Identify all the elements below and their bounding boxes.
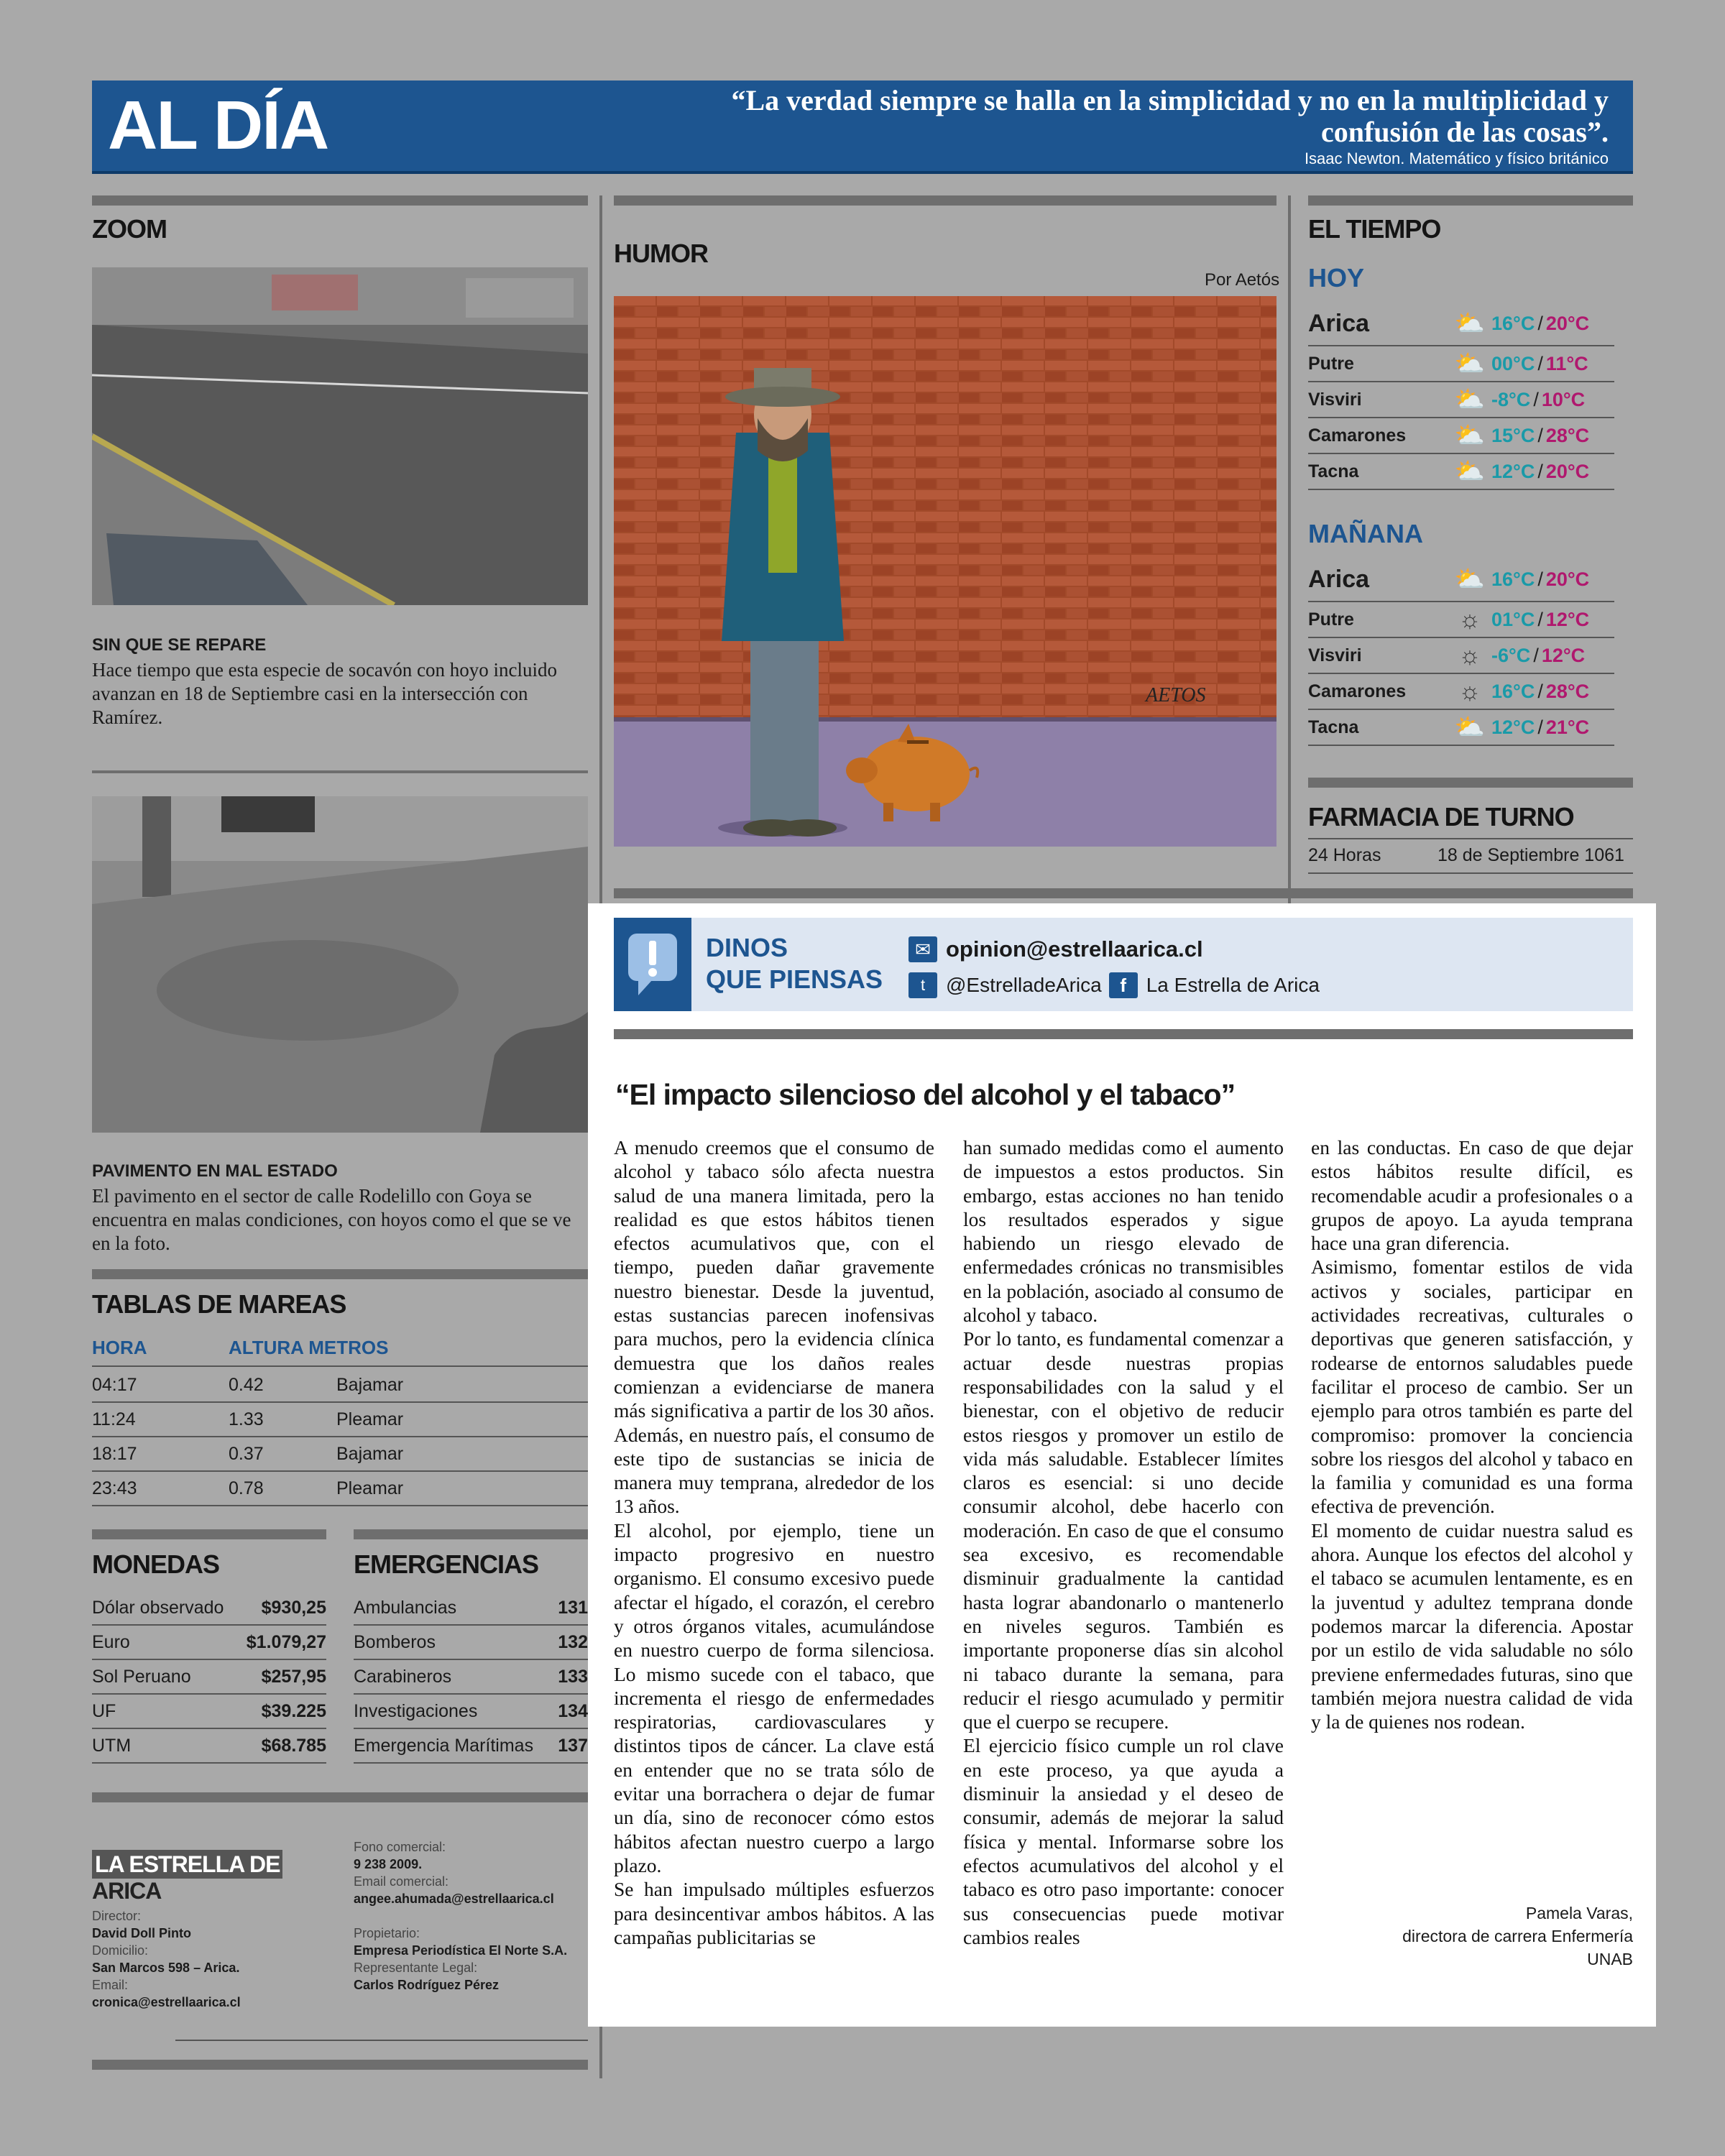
tide-time: 11:24 xyxy=(92,1409,136,1429)
mail-icon: ✉ xyxy=(908,936,937,962)
emergency-name: Investigaciones xyxy=(354,1700,478,1721)
emergency-number: 132 xyxy=(558,1631,588,1652)
temp-max: 28°C xyxy=(1545,424,1590,446)
temp-max: 20°C xyxy=(1545,568,1590,590)
table-row xyxy=(92,1591,326,1626)
sun-icon: ☼ xyxy=(1458,605,1481,633)
tide-type: Pleamar xyxy=(336,1478,404,1498)
paragraph: El alcohol, por ejemplo, tiene un impacto progresivo en nuestro organismo. El consumo excesivo puede afectar el hígado, el corazón, el cerebro y otros órganos vitales, acumulándose en nuestro cuerpo de forma silenciosa. Lo mismo sucede con el tabaco, que incrementa el riesgo de enfermedades respiratorias, cardiovasculares y distintos tipos de cáncer. La clave está en entender que no se trata sólo de evitar una borrachera o dejar de fumar un día, sino de reconocer cómo estos hábitos afectan nuestro cuerpo a largo plazo. xyxy=(614,1519,934,1876)
logo-text-b: ARICA xyxy=(92,1878,162,1904)
tide-type: Pleamar xyxy=(336,1409,404,1429)
partly-cloudy-icon: ⛅ xyxy=(1454,714,1486,741)
twitter-icon: t xyxy=(908,972,937,998)
weather-row: Putre ☼ 01°C / 12°C xyxy=(1308,602,1614,638)
divider xyxy=(1308,872,1633,874)
partly-cloudy-icon: ⛅ xyxy=(1454,566,1486,593)
temp-max: 12°C xyxy=(1545,608,1590,630)
paragraph: El momento de cuidar nuestra salud es ahora. Aunque los efectos del alcohol y el tabaco se acumulen lentamente, es en la juventud y adultez temprana donde podemos marcar la diferencia. Apostar por un estilo de vida saludable no sólo previene enfermedades futuras, sino que también mejora nuestra calidad de vida y la de quienes nos rodean. xyxy=(1311,1519,1633,1733)
table-row xyxy=(354,1660,588,1695)
header-quote: “La verdad siempre se halla en la simplicidad y no en la multiplicidad y confusión de las cosas”. xyxy=(731,84,1609,148)
weather-tomorrow-table xyxy=(1308,558,1614,746)
paragraph: Asimismo, fomentar estilos de vida activos y sociales, participar en actividades recreativas, culturales o deportivas que generen satisfacción, y rodearse de entornos saludables puede facilitar el proceso de cambio. Ser un ejemplo para otros también es parte del compromiso: promover la conciencia sobre los riesgos del alcohol y tabaco en la familia y comunidad es una forma efectiva de prevención. xyxy=(1311,1256,1633,1518)
masthead-left xyxy=(92,1907,336,2011)
partly-cloudy-icon: ⛅ xyxy=(1454,310,1486,337)
sun-icon: ☼ xyxy=(1458,641,1481,669)
partly-cloudy-icon: ⛅ xyxy=(1454,458,1486,485)
commercial-email: angee.ahumada@estrellaarica.cl xyxy=(354,1892,554,1906)
column-divider xyxy=(1288,195,1291,907)
divider xyxy=(175,2040,588,2041)
street-photo-illustration xyxy=(92,267,588,605)
city-name: Visviri xyxy=(1308,645,1362,665)
weather-row: Arica ⛅ 16°C / 20°C xyxy=(1308,302,1614,346)
tides-table xyxy=(92,1368,588,1506)
sun-icon: ☼ xyxy=(1458,677,1481,705)
divider xyxy=(92,770,588,773)
farmacia-hours: 24 Horas xyxy=(1308,845,1381,865)
tides-title: TABLAS DE MAREAS xyxy=(92,1289,346,1319)
masthead-right xyxy=(354,1838,588,1994)
zoom-caption-title: PAVIMENTO EN MAL ESTADO xyxy=(92,1161,338,1181)
label: Fono comercial: xyxy=(354,1840,446,1854)
contact-social xyxy=(908,972,1320,998)
newspaper-logo xyxy=(92,1851,328,1904)
label: Representante Legal: xyxy=(354,1961,478,1975)
director-name: David Doll Pinto xyxy=(92,1926,192,1940)
tide-height: 0.78 xyxy=(229,1478,264,1498)
weather-row: Tacna ⛅ 12°C / 21°C xyxy=(1308,710,1614,746)
section-rule xyxy=(92,1792,588,1802)
label: Director: xyxy=(92,1909,142,1923)
contact-heading xyxy=(706,932,883,995)
monedas-title: MONEDAS xyxy=(92,1549,220,1579)
table-row xyxy=(92,1437,588,1472)
paragraph: El ejercicio físico cumple un rol clave en este proceso, ya que ayuda a disminuir la ansiedad y el deseo de consumir, además de mejorar la salud física y mental. Informarse sobre los efectos acumulativos del alcohol y el tabaco es otro paso importante: conocer sus consecuencias puede motivar cambios reales xyxy=(963,1734,1284,1948)
table-row xyxy=(92,1472,588,1506)
zoom-caption-title: SIN QUE SE REPARE xyxy=(92,635,267,655)
tide-height: 0.42 xyxy=(229,1374,264,1395)
table-row xyxy=(92,1660,326,1695)
temp-min: 16°C xyxy=(1491,680,1535,702)
weather-row: Visviri ⛅ -8°C / 10°C xyxy=(1308,382,1614,418)
table-row xyxy=(354,1729,588,1764)
weather-row: Tacna ⛅ 12°C / 20°C xyxy=(1308,454,1614,490)
partly-cloudy-icon: ⛅ xyxy=(1454,386,1486,413)
phone-number: 9 238 2009. xyxy=(354,1857,423,1871)
table-row xyxy=(354,1591,588,1626)
currency-value: $1.079,27 xyxy=(246,1631,326,1652)
divider xyxy=(1308,838,1633,839)
author-name: Pamela Varas, xyxy=(1525,1904,1633,1922)
tide-height: 0.37 xyxy=(229,1443,264,1464)
author-organization: UNAB xyxy=(1587,1950,1633,1968)
divider xyxy=(92,1365,588,1367)
currency-name: UTM xyxy=(92,1735,132,1756)
city-name: Arica xyxy=(1308,309,1370,337)
zoom-photo-pavement xyxy=(92,796,588,1133)
logo-text-a: LA ESTRELLA DE xyxy=(92,1850,282,1879)
weather-tomorrow-label: MAÑANA xyxy=(1308,519,1423,548)
email-address: cronica@estrellaarica.cl xyxy=(92,1995,241,2009)
contact-email[interactable] xyxy=(908,936,1203,962)
city-name: Tacna xyxy=(1308,717,1359,737)
address: San Marcos 598 – Arica. xyxy=(92,1961,240,1975)
paragraph: Por lo tanto, es fundamental comenzar a actuar desde nuestras propias responsabilidades con la salud y el bienestar, con el objetivo de reducir estos riesgos y promover un estilo de vida más saludable. Establecer límites claros es esencial: si uno decide consumir alcohol, debe hacerlo con moderación. En caso de que el consumo sea excesivo, es recomendable disminuir gradualmente la cantidad hasta lograr abandonarlo o mantenerlo en niveles seguros. También es importante proponerse días sin alcohol ni tabaco durante la semana, para reducir el riesgo acumulado y permitir que el cuerpo se recupere. xyxy=(963,1327,1284,1733)
tides-col-hora: HORA xyxy=(92,1337,147,1358)
temp-max: 20°C xyxy=(1545,460,1590,482)
farmacia-title: FARMACIA DE TURNO xyxy=(1308,802,1574,831)
section-title: AL DÍA xyxy=(108,87,328,164)
currency-value: $39.225 xyxy=(261,1700,326,1721)
temp-min: 01°C xyxy=(1491,608,1535,630)
paragraph: en las conductas. En caso de que dejar estos hábitos resulte difícil, es recomendable acudir a profesionales o a grupos de apoyo. La ayuda temprana hace una gran diferencia. xyxy=(1311,1136,1633,1255)
table-row xyxy=(92,1626,326,1660)
table-row xyxy=(92,1695,326,1729)
pavement-photo-illustration xyxy=(92,796,588,1133)
emergency-name: Ambulancias xyxy=(354,1597,457,1618)
temp-min: 00°C xyxy=(1491,352,1535,374)
section-rule xyxy=(92,195,588,206)
weather-row: Visviri ☼ -6°C / 12°C xyxy=(1308,638,1614,674)
humor-byline: Por Aetós xyxy=(1205,270,1280,290)
table-row xyxy=(92,1403,588,1437)
temp-min: 15°C xyxy=(1491,424,1535,446)
emergency-number: 133 xyxy=(558,1666,588,1687)
author-role: directora de carrera Enfermería xyxy=(1402,1927,1633,1945)
currency-value: $257,95 xyxy=(261,1666,326,1687)
tide-type: Bajamar xyxy=(336,1374,404,1395)
opinion-author xyxy=(1402,1902,1633,1971)
tides-col-altura: ALTURA METROS xyxy=(229,1337,389,1358)
city-name: Camarones xyxy=(1308,681,1407,701)
temp-min: 16°C xyxy=(1491,312,1535,334)
section-rule xyxy=(1308,778,1633,788)
tide-time: 23:43 xyxy=(92,1478,137,1498)
zoom-photo-street xyxy=(92,267,588,605)
zoom-title: ZOOM xyxy=(92,214,167,244)
city-name: Visviri xyxy=(1308,389,1362,410)
paragraph: A menudo creemos que el consumo de alcohol y tabaco sólo afecta nuestra salud de una manera limitada, pero la realidad es que estos hábitos tienen efectos acumulativos que, con el tiempo, pueden dañar gravemente nuestro bienestar. Desde la juventud, estas sustancias parecen inofensivas para muchos, pero la evidencia clínica demuestra que los daños reales comienzan a evidenciarse de manera más significativa a partir de los 30 años. Además, en nuestro país, el consumo de este tipo de sustancias se inicia de manera muy temprana, alrededor de los 13 años. xyxy=(614,1136,934,1518)
weather-row: Camarones ⛅ 15°C / 28°C xyxy=(1308,418,1614,454)
speech-bubble-icon xyxy=(614,918,691,1011)
contact-heading-line1: DINOS xyxy=(706,933,788,962)
emergency-name: Carabineros xyxy=(354,1666,452,1687)
label: Email comercial: xyxy=(354,1874,449,1889)
temp-max: 28°C xyxy=(1545,680,1590,702)
opinion-column-2 xyxy=(963,1135,1284,1949)
humor-cartoon xyxy=(614,296,1276,847)
emergency-number: 131 xyxy=(558,1597,588,1618)
weather-title: EL TIEMPO xyxy=(1308,214,1441,244)
exclamation-bubble-icon xyxy=(614,918,691,1011)
farmacia-address: 18 de Septiembre 1061 xyxy=(1438,845,1624,865)
city-name: Tacna xyxy=(1308,461,1359,482)
section-rule xyxy=(92,2060,588,2070)
opinion-column-1 xyxy=(614,1135,934,1949)
contact-heading-line2: QUE PIENSAS xyxy=(706,964,883,994)
owner-name: Empresa Periodística El Norte S.A. xyxy=(354,1943,568,1958)
humor-title: HUMOR xyxy=(614,239,708,268)
city-name: Putre xyxy=(1308,353,1354,374)
label: Domicilio: xyxy=(92,1943,149,1958)
label: Email: xyxy=(92,1978,129,1992)
paragraph: han sumado medidas como el aumento de impuestos a estos productos. Sin embargo, estas acciones no han tenido los resultados esperados y sigue habiendo un riesgo elevado de enfermedades crónicas no transmisibles en la población, asociado al consumo de alcohol y tabaco. xyxy=(963,1136,1284,1327)
twitter-handle[interactable]: @EstrelladeArica xyxy=(946,974,1102,996)
legal-rep-name: Carlos Rodríguez Pérez xyxy=(354,1978,500,1992)
contact-email-text: opinion@estrellaarica.cl xyxy=(946,936,1203,962)
section-rule xyxy=(354,1529,588,1539)
section-rule xyxy=(614,888,1633,898)
city-name: Putre xyxy=(1308,609,1354,630)
emergency-number: 137 xyxy=(558,1735,588,1756)
emergency-name: Bomberos xyxy=(354,1631,436,1652)
tide-time: 04:17 xyxy=(92,1374,137,1395)
emergencias-title: EMERGENCIAS xyxy=(354,1549,539,1579)
temp-min: 12°C xyxy=(1491,716,1535,738)
temp-max: 21°C xyxy=(1545,716,1590,738)
currency-name: Dólar observado xyxy=(92,1597,224,1618)
partly-cloudy-icon: ⛅ xyxy=(1454,422,1486,449)
opinion-title: “El impacto silencioso del alcohol y el tabaco” xyxy=(615,1078,1236,1111)
paragraph: Se han impulsado múltiples esfuerzos para desincentivar ambos hábitos. A las campañas publicitarias se xyxy=(614,1878,934,1948)
temp-max: 12°C xyxy=(1541,644,1586,666)
temp-max: 10°C xyxy=(1541,388,1586,410)
table-row xyxy=(354,1626,588,1660)
facebook-page[interactable]: La Estrella de Arica xyxy=(1146,974,1320,996)
temp-min: -8°C xyxy=(1491,388,1531,410)
currency-name: UF xyxy=(92,1700,116,1721)
facebook-icon: f xyxy=(1109,972,1138,998)
weather-row: Putre ⛅ 00°C / 11°C xyxy=(1308,346,1614,382)
contact-box xyxy=(614,918,1633,1011)
emergency-name: Emergencia Marítimas xyxy=(354,1735,534,1756)
section-rule xyxy=(92,1269,588,1279)
cartoon-signature: AETOS xyxy=(1146,684,1206,706)
city-name: Arica xyxy=(1308,565,1370,593)
currency-name: Euro xyxy=(92,1631,130,1652)
temp-max: 11°C xyxy=(1545,352,1588,374)
temp-max: 20°C xyxy=(1545,312,1590,334)
currency-value: $930,25 xyxy=(261,1597,326,1618)
table-row xyxy=(92,1368,588,1403)
header-quote-author: Isaac Newton. Matemático y físico británico xyxy=(1304,149,1609,167)
city-name: Camarones xyxy=(1308,425,1407,446)
weather-row: Arica ⛅ 16°C / 20°C xyxy=(1308,558,1614,602)
temp-min: 12°C xyxy=(1491,460,1535,482)
currency-name: Sol Peruano xyxy=(92,1666,191,1687)
partly-cloudy-icon: ⛅ xyxy=(1454,350,1486,377)
weather-row: Camarones ☼ 16°C / 28°C xyxy=(1308,674,1614,710)
emergency-number: 134 xyxy=(558,1700,588,1721)
currency-value: $68.785 xyxy=(261,1735,326,1756)
temp-min: 16°C xyxy=(1491,568,1535,590)
table-row xyxy=(92,1729,326,1764)
label: Propietario: xyxy=(354,1926,420,1940)
weather-today-label: HOY xyxy=(1308,263,1365,292)
section-header xyxy=(92,80,1633,174)
zoom-caption-text: El pavimento en el sector de calle Rodelillo con Goya se encuentra en malas condiciones, con hoyos como el que se ve en la foto. xyxy=(92,1185,571,1254)
table-row xyxy=(354,1695,588,1729)
tide-time: 18:17 xyxy=(92,1443,137,1464)
temp-min: -6°C xyxy=(1491,644,1531,666)
section-rule xyxy=(614,195,1276,206)
zoom-caption-text: Hace tiempo que esta especie de socavón con hoyo incluido avanzan en 18 de Septiembre casi en la intersección con Ramírez. xyxy=(92,659,558,728)
weather-today-table xyxy=(1308,302,1614,490)
monedas-table xyxy=(92,1591,326,1764)
cartoon-illustration xyxy=(614,296,1276,847)
section-rule xyxy=(614,1029,1633,1039)
tide-type: Bajamar xyxy=(336,1443,404,1464)
opinion-column-3 xyxy=(1311,1135,1633,1733)
section-rule xyxy=(92,1529,326,1539)
section-rule xyxy=(1308,195,1633,206)
emergencias-table xyxy=(354,1591,588,1764)
tide-height: 1.33 xyxy=(229,1409,264,1429)
